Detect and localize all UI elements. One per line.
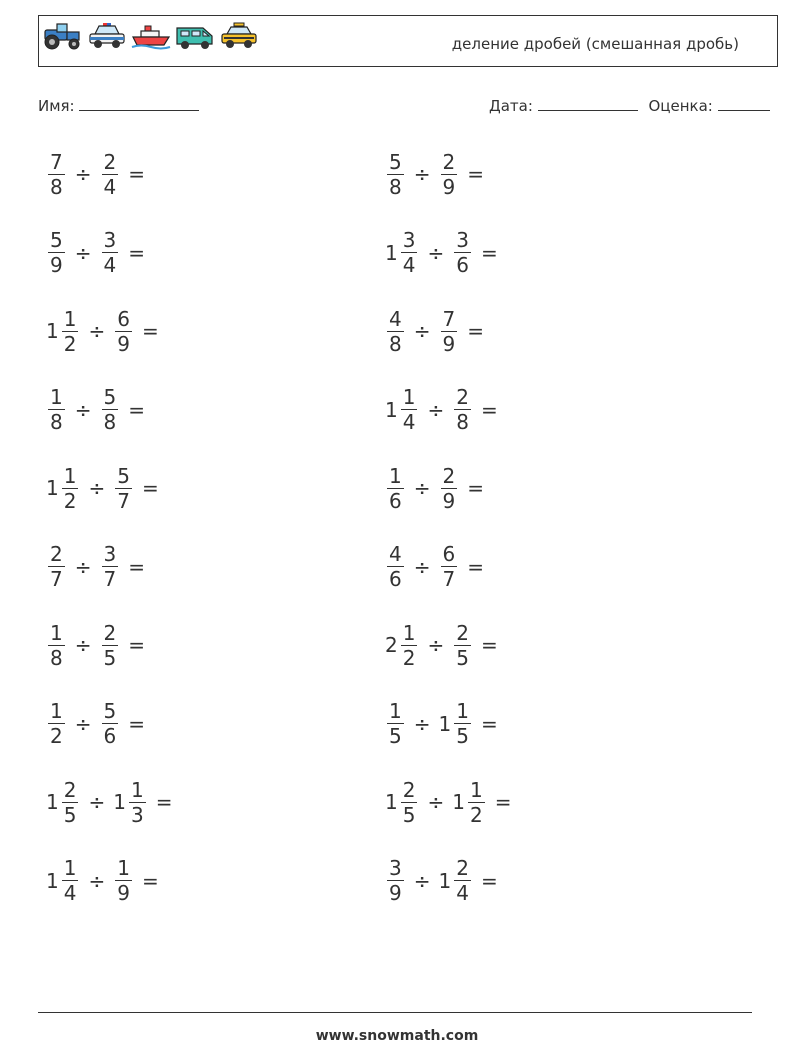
fraction — [48, 699, 65, 748]
denominator: 9 — [442, 488, 456, 513]
numerator: 5 — [50, 228, 63, 252]
numerator: 3 — [103, 542, 117, 566]
numerator: 5 — [389, 149, 402, 174]
whole-number: 1 — [385, 790, 398, 814]
fraction — [454, 228, 471, 277]
denominator: 7 — [50, 567, 63, 591]
fraction — [62, 464, 79, 513]
dividend — [385, 699, 406, 748]
denominator: 8 — [389, 331, 402, 356]
denominator: 2 — [469, 802, 483, 827]
denominator: 8 — [50, 174, 63, 199]
numerator: 3 — [103, 228, 117, 252]
denominator: 4 — [103, 253, 117, 277]
equals-sign: = — [141, 319, 159, 343]
dividend — [46, 385, 67, 434]
divide-sign: ÷ — [88, 790, 106, 814]
divide-sign: ÷ — [74, 162, 92, 186]
worksheet-title: деление дробей (смешанная дробь) — [451, 35, 739, 53]
divisor — [100, 699, 121, 748]
problem-item — [385, 380, 498, 440]
whole-number: 1 — [385, 240, 398, 265]
denominator: 9 — [117, 881, 130, 905]
divide-sign: ÷ — [88, 476, 106, 500]
date-field — [489, 96, 770, 115]
denominator: 6 — [103, 724, 117, 748]
dividend — [46, 699, 67, 748]
equals-sign: = — [128, 240, 145, 265]
fraction — [48, 385, 65, 434]
denominator: 7 — [117, 488, 130, 513]
denominator: 5 — [103, 645, 117, 670]
fraction — [387, 542, 404, 591]
denominator: 9 — [117, 331, 130, 356]
problem-item — [46, 694, 145, 754]
van-icon — [175, 22, 215, 50]
fraction — [48, 542, 65, 591]
denominator: 2 — [402, 645, 416, 670]
numerator: 1 — [63, 463, 77, 488]
dividend — [46, 856, 80, 905]
divisor — [452, 385, 473, 434]
equals-sign: = — [480, 711, 498, 736]
denominator: 9 — [389, 881, 402, 905]
problem-item — [46, 772, 172, 832]
numerator: 2 — [442, 149, 456, 174]
problem-item — [46, 537, 145, 597]
whole-number: 1 — [46, 319, 59, 343]
dividend — [385, 307, 406, 356]
fraction — [454, 856, 471, 905]
problem-item — [385, 144, 484, 204]
problem-item — [46, 851, 159, 911]
dividend — [46, 621, 67, 670]
fraction — [387, 856, 404, 905]
equals-sign: = — [155, 790, 173, 814]
header-icons — [43, 22, 259, 50]
whole-number: 2 — [385, 633, 398, 657]
divisor — [452, 228, 473, 277]
numerator: 6 — [117, 306, 130, 331]
fraction — [454, 699, 471, 748]
tractor-icon — [43, 22, 83, 50]
equals-sign: = — [128, 554, 145, 579]
numerator: 7 — [50, 149, 63, 174]
whole-number: 1 — [438, 868, 452, 893]
divisor — [439, 464, 460, 513]
denominator: 6 — [389, 567, 402, 591]
numerator: 1 — [63, 856, 77, 880]
divisor — [100, 542, 121, 591]
worksheet-header — [38, 15, 778, 67]
whole-number: 1 — [438, 711, 452, 736]
denominator: 4 — [402, 410, 416, 434]
fraction — [387, 464, 404, 513]
divide-sign: ÷ — [413, 319, 431, 343]
fraction — [48, 621, 65, 670]
numerator: 2 — [456, 620, 469, 645]
numerator: 7 — [442, 306, 456, 331]
date-label: Дата: — [489, 97, 533, 115]
fraction — [441, 542, 458, 591]
denominator: 5 — [456, 724, 469, 748]
divisor — [113, 464, 134, 513]
fraction — [102, 699, 119, 748]
divide-sign: ÷ — [413, 868, 431, 893]
whole-number: 1 — [46, 790, 59, 814]
divisor — [113, 778, 147, 827]
fraction — [441, 150, 458, 199]
problem-item — [46, 144, 145, 204]
denominator: 6 — [456, 253, 469, 277]
fraction — [454, 621, 471, 670]
denominator: 9 — [442, 331, 456, 356]
fraction — [401, 385, 418, 434]
divisor — [439, 856, 473, 905]
equals-sign: = — [128, 397, 145, 422]
denominator: 8 — [456, 410, 469, 434]
date-line — [538, 96, 638, 111]
numerator: 2 — [442, 463, 456, 488]
numerator: 2 — [103, 620, 117, 645]
fraction — [102, 542, 119, 591]
numerator: 2 — [103, 149, 117, 174]
denominator: 5 — [63, 802, 77, 827]
problem-item — [385, 772, 511, 832]
numerator: 5 — [117, 463, 130, 488]
problem-item — [385, 458, 484, 518]
name-field — [38, 96, 199, 115]
dividend — [385, 621, 419, 670]
fraction — [102, 228, 119, 277]
numerator: 1 — [469, 777, 483, 802]
divide-sign: ÷ — [413, 711, 431, 736]
problem-item — [46, 380, 145, 440]
problem-item — [385, 223, 498, 283]
dividend — [385, 542, 406, 591]
taxi-icon — [219, 22, 259, 50]
divisor — [439, 150, 460, 199]
footer-url: www.snowmath.com — [315, 1028, 479, 1044]
fraction — [387, 150, 404, 199]
equals-sign: = — [480, 868, 498, 893]
equals-sign: = — [467, 476, 484, 500]
dividend — [385, 856, 406, 905]
dividend — [385, 464, 406, 513]
numerator: 6 — [442, 542, 456, 566]
divide-sign: ÷ — [74, 397, 92, 422]
divide-sign: ÷ — [427, 633, 445, 657]
divide-sign: ÷ — [413, 554, 431, 579]
fraction — [62, 856, 79, 905]
numerator: 2 — [456, 385, 469, 409]
problem-item — [385, 537, 484, 597]
whole-number: 1 — [46, 868, 59, 893]
numerator: 1 — [402, 385, 416, 409]
fraction — [454, 385, 471, 434]
fraction — [129, 778, 146, 827]
problem-item — [385, 615, 498, 675]
denominator: 8 — [389, 174, 402, 199]
denominator: 7 — [442, 567, 456, 591]
divide-sign: ÷ — [74, 554, 92, 579]
problem-item — [46, 458, 159, 518]
denominator: 8 — [103, 410, 117, 434]
footer-divider — [38, 1012, 752, 1013]
numerator: 3 — [402, 228, 416, 252]
problem-item — [46, 301, 159, 361]
numerator: 2 — [63, 777, 77, 802]
dividend — [385, 778, 419, 827]
divide-sign: ÷ — [74, 711, 92, 736]
problem-item — [385, 694, 498, 754]
numerator: 1 — [117, 856, 130, 880]
equals-sign: = — [128, 162, 145, 186]
fraction — [115, 464, 132, 513]
denominator: 5 — [402, 802, 416, 827]
equals-sign: = — [480, 240, 498, 265]
denominator: 2 — [63, 488, 77, 513]
denominator: 5 — [456, 645, 469, 670]
fraction — [102, 150, 119, 199]
fraction — [115, 307, 132, 356]
numerator: 1 — [389, 699, 402, 723]
denominator: 8 — [50, 410, 63, 434]
dividend — [46, 464, 80, 513]
fraction — [401, 228, 418, 277]
grade-line — [718, 96, 770, 111]
problem-item — [385, 851, 498, 911]
denominator: 7 — [103, 567, 117, 591]
equals-sign: = — [467, 319, 484, 343]
whole-number: 1 — [46, 476, 59, 500]
numerator: 2 — [456, 856, 469, 880]
whole-number: 1 — [113, 790, 126, 814]
divisor — [100, 621, 121, 670]
divide-sign: ÷ — [427, 397, 445, 422]
fraction — [468, 778, 485, 827]
police-car-icon — [87, 22, 127, 50]
numerator: 1 — [389, 463, 402, 488]
divisor — [113, 307, 134, 356]
denominator: 6 — [389, 488, 402, 513]
equals-sign: = — [141, 868, 159, 893]
divide-sign: ÷ — [74, 240, 92, 265]
denominator: 9 — [50, 253, 63, 277]
equals-sign: = — [141, 476, 159, 500]
dividend — [46, 542, 67, 591]
ship-icon — [131, 22, 171, 50]
divisor — [452, 621, 473, 670]
dividend — [385, 385, 419, 434]
equals-sign: = — [128, 711, 145, 736]
divide-sign: ÷ — [74, 633, 92, 657]
numerator: 3 — [456, 228, 469, 252]
fraction — [102, 621, 119, 670]
numerator: 1 — [456, 699, 469, 723]
name-line — [79, 96, 199, 111]
numerator: 3 — [389, 856, 402, 880]
divisor — [439, 542, 460, 591]
dividend — [385, 150, 406, 199]
numerator: 1 — [130, 777, 144, 802]
problem-item — [385, 301, 484, 361]
fraction — [62, 778, 79, 827]
fraction — [48, 228, 65, 277]
equals-sign: = — [128, 633, 145, 657]
divisor — [439, 307, 460, 356]
fraction — [401, 621, 418, 670]
numerator: 1 — [50, 385, 63, 409]
equals-sign: = — [480, 633, 498, 657]
numerator: 1 — [50, 699, 63, 723]
problem-item — [46, 223, 145, 283]
divide-sign: ÷ — [413, 162, 431, 186]
denominator: 2 — [63, 331, 77, 356]
fraction — [48, 150, 65, 199]
numerator: 1 — [50, 620, 63, 645]
numerator: 2 — [402, 777, 416, 802]
numerator: 1 — [63, 306, 77, 331]
numerator: 5 — [103, 385, 117, 409]
equals-sign: = — [494, 790, 512, 814]
denominator: 4 — [456, 881, 469, 905]
denominator: 5 — [389, 724, 402, 748]
divisor — [113, 856, 134, 905]
equals-sign: = — [467, 554, 484, 579]
numerator: 4 — [389, 542, 402, 566]
equals-sign: = — [467, 162, 484, 186]
grade-label: Оценка: — [648, 97, 713, 115]
numerator: 2 — [50, 542, 63, 566]
denominator: 4 — [402, 253, 416, 277]
dividend — [385, 228, 419, 277]
denominator: 8 — [50, 645, 63, 670]
divisor — [452, 778, 486, 827]
divide-sign: ÷ — [413, 476, 431, 500]
divide-sign: ÷ — [88, 868, 106, 893]
fraction — [401, 778, 418, 827]
fraction — [441, 307, 458, 356]
whole-number: 1 — [385, 397, 398, 422]
numerator: 1 — [402, 620, 416, 645]
fraction — [441, 464, 458, 513]
equals-sign: = — [480, 397, 498, 422]
divisor — [100, 228, 121, 277]
divide-sign: ÷ — [427, 790, 445, 814]
fraction — [387, 699, 404, 748]
denominator: 3 — [130, 802, 144, 827]
name-label: Имя: — [38, 97, 75, 115]
numerator: 5 — [103, 699, 117, 723]
dividend — [46, 778, 80, 827]
whole-number: 1 — [452, 790, 465, 814]
divisor — [100, 385, 121, 434]
divisor — [100, 150, 121, 199]
dividend — [46, 228, 67, 277]
fraction — [62, 307, 79, 356]
denominator: 4 — [103, 174, 117, 199]
denominator: 2 — [50, 724, 63, 748]
numerator: 4 — [389, 306, 402, 331]
fraction — [387, 307, 404, 356]
divisor — [439, 699, 473, 748]
problem-item — [46, 615, 145, 675]
dividend — [46, 150, 67, 199]
denominator: 9 — [442, 174, 456, 199]
divide-sign: ÷ — [88, 319, 106, 343]
fraction — [115, 856, 132, 905]
dividend — [46, 307, 80, 356]
denominator: 4 — [63, 881, 77, 905]
divide-sign: ÷ — [427, 240, 445, 265]
fraction — [102, 385, 119, 434]
